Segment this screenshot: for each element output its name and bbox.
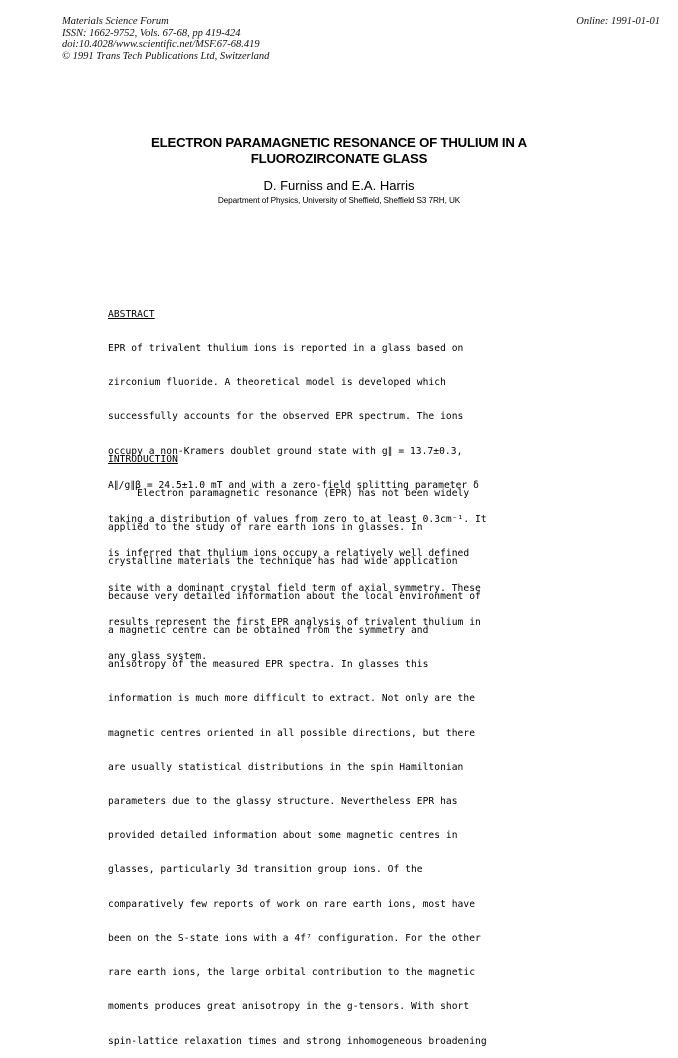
intro-line: crystalline materials the technique has had wide application (108, 556, 458, 568)
title-line-2: FLUOROZIRCONATE GLASS (250, 150, 428, 166)
intro-line: parameters due to the glassy structure. Nevertheless EPR has (108, 796, 458, 807)
intro-line: comparatively few reports of work on rare earth ions, most have (108, 898, 476, 910)
issn-line: ISSN: 1662-9752, Vols. 67-68, pp 419-424 (62, 27, 241, 39)
doi-line: doi:10.4028/www.scientific.net/MSF.67-68.419 (62, 39, 260, 50)
abstract-line: EPR of trivalent thulium ions is reported in a glass based on (108, 343, 464, 355)
affiliation: Department of Physics, University of Sheffield, Sheffield S3 7RH, UK (217, 196, 461, 205)
abstract-line: successfully accounts for the observed EPR spectrum. The ions (108, 411, 464, 423)
journal-name: Materials Science Forum (62, 16, 169, 27)
copyright-line: © 1991 Trans Tech Publications Ltd, Switzerland (62, 50, 270, 62)
abstract-line: zirconium fluoride. A theoretical model is developed which (108, 377, 446, 389)
online-date: Online: 1991-01-01 (576, 16, 660, 27)
intro-line: a magnetic centre can be obtained from the symmetry and (108, 624, 429, 636)
authors: D. Furniss and E.A. Harris (263, 178, 415, 193)
intro-line: because very detailed information about the local environment of (108, 590, 481, 602)
intro-line: spin-lattice relaxation times and strong inhomogeneous broadening (108, 1035, 487, 1047)
intro-line: anisotropy of the measured EPR spectra. In glasses this (108, 659, 429, 671)
introduction-heading: INTRODUCTION (108, 453, 178, 465)
abstract-line: site with a dominant crystal field term of axial symmetry. These (108, 582, 481, 594)
journal-metadata (62, 16, 269, 62)
abstract-line: A∥/g∥β = 24.5±1.0 mT and with a zero-field splitting parameter δ (108, 479, 479, 491)
intro-line: moments produces great anisotropy in the g-tensors. With short (108, 1001, 470, 1013)
intro-line: Electron paramagnetic resonance (EPR) has not been widely (108, 488, 470, 500)
title-line-1: ELECTRON PARAMAGNETIC RESONANCE OF THULIUM IN A (151, 135, 527, 150)
abstract-line: occupy a non-Kramers doublet ground state with g∥ = 13.7±0.3, (108, 445, 463, 457)
intro-line: are usually statistical distributions in the spin Hamiltonian (108, 761, 464, 773)
intro-line: been on the S-state ions with a 4f⁷ configuration. For the other (108, 932, 481, 944)
intro-line: rare earth ions, the large orbital contribution to the magnetic (108, 967, 476, 979)
abstract-line: is inferred that thulium ions occupy a relatively well defined (108, 548, 470, 560)
abstract-line: any glass system. (108, 651, 208, 662)
abstract-line: taking a distribution of values from zero to at least 0.3cm⁻¹. It (108, 514, 487, 526)
intro-line: magnetic centres oriented in all possible directions, but there (108, 727, 476, 739)
intro-line: provided detailed information about some magnetic centres in (108, 830, 458, 842)
abstract-heading: ABSTRACT (108, 308, 155, 320)
intro-line: information is much more difficult to extract. Not only are the (108, 693, 476, 705)
introduction-section (108, 431, 538, 1058)
paper-title (0, 135, 678, 166)
intro-line: applied to the study of rare earth ions in glasses. In (108, 522, 423, 534)
abstract-line: results represent the first EPR analysis of trivalent thulium in (108, 616, 481, 628)
intro-line: glasses, particularly 3d transition group ions. Of the (108, 864, 423, 876)
